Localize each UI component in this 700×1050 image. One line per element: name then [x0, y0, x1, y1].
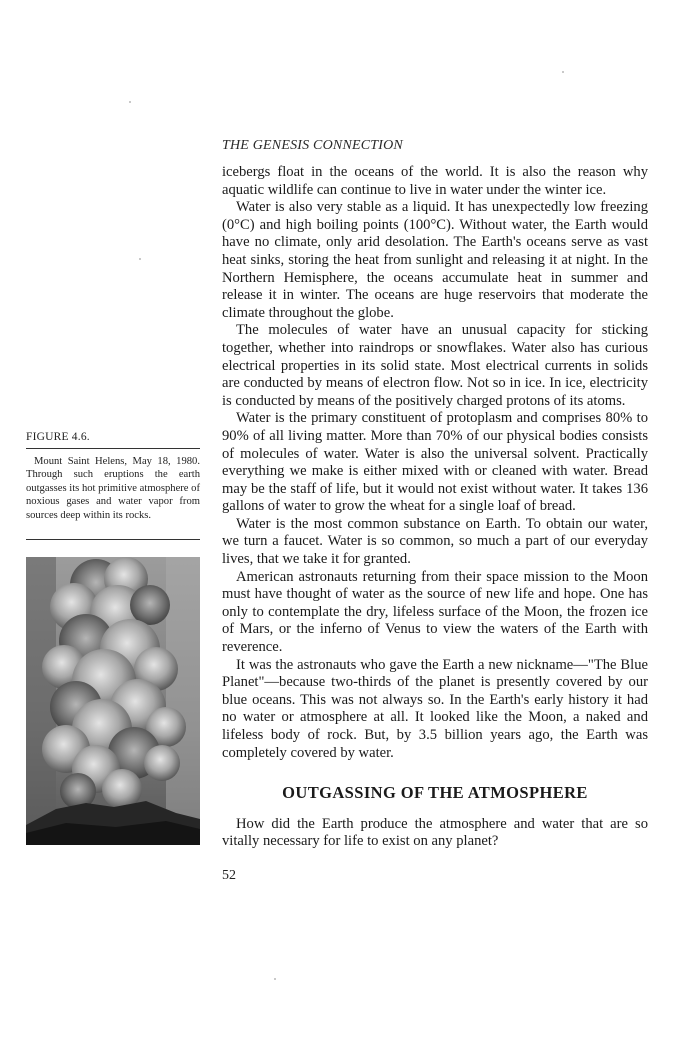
body-paragraph: The molecules of water have an unusual capacity for sticking together, whether into raindrops or snowflakes. Water also has curious electrical properties in its solid state. Most electrical currents in solids are conducted by means of electron flow. Not so in ice. In ice, electricity is conducted by means of the positively charged protons of its atoms.	[222, 322, 648, 409]
figure-caption: Mount Saint Helens, May 18, 1980. Through such eruptions the earth outgasses its hot primitive atmosphere of noxious gases and water vapor from sources deep within its rocks.	[26, 456, 200, 521]
main-text-column	[222, 164, 648, 851]
figure-rule-top	[26, 448, 200, 449]
paper-speck	[274, 978, 276, 980]
paper-speck	[139, 258, 141, 260]
running-head: THE GENESIS CONNECTION	[222, 138, 403, 153]
body-paragraph: American astronauts returning from their space mission to the Moon must have thought of water as the source of new life and hope. One has only to contemplate the dry, lifeless surface of the Moon, the frozen ice of Mars, or the inferno of Venus to view the waters of the Earth with reverence.	[222, 568, 648, 656]
figure-label: FIGURE 4.6.	[26, 431, 90, 443]
figure-rule-bottom	[26, 539, 200, 540]
paper-speck	[562, 71, 564, 73]
body-paragraph: icebergs float in the oceans of the world. It is also the reason why aquatic wildlife can continue to live in water under the winter ice.	[222, 164, 648, 198]
body-paragraph: Water is also very stable as a liquid. It has unexpectedly low freezing (0°C) and high boiling points (100°C). Without water, the Earth would have no climate, only arid desolation. The Earth's oceans serve as vast heat sinks, storing the heat from sunlight and releasing it at night. In the Northern Hemisphere, the oceans accumulate heat in summer and release it in winter. The oceans are huge reservoirs that moderate the climate throughout the globe.	[222, 199, 648, 321]
body-paragraph: It was the astronauts who gave the Earth a new nickname—"The Blue Planet"—because two-thirds of the planet is presently covered by our blue oceans. This was not always so. In the Earth's early history it had no water or atmosphere at all. It looked like the Moon, a naked and lifeless body of rock. But, by 3.5 billion years ago, the Earth was completely covered by water.	[222, 656, 648, 761]
body-paragraph: How did the Earth produce the atmosphere and water that are so vitally necessary for life to exist on any planet?	[222, 815, 648, 850]
eruption-photo	[26, 557, 200, 845]
body-paragraph: Water is the most common substance on Earth. To obtain our water, we turn a faucet. Water is so common, so much a part of our everyday lives, that we take it for granted.	[222, 515, 648, 568]
body-paragraph: Water is the primary constituent of protoplasm and comprises 80% to 90% of all living matter. More than 70% of our physical bodies consists of molecules of water. Water is also the universal solvent. Practically everything we make is either mixed with or cleaned with water. Bread may be the staff of life, but it would not exist without water. It takes 136 gallons of water to grow the wheat for a single loaf of bread.	[222, 410, 648, 515]
page-number: 52	[222, 868, 236, 883]
section-heading: OUTGASSING OF THE ATMOSPHERE	[282, 783, 588, 803]
paper-speck	[129, 101, 131, 103]
